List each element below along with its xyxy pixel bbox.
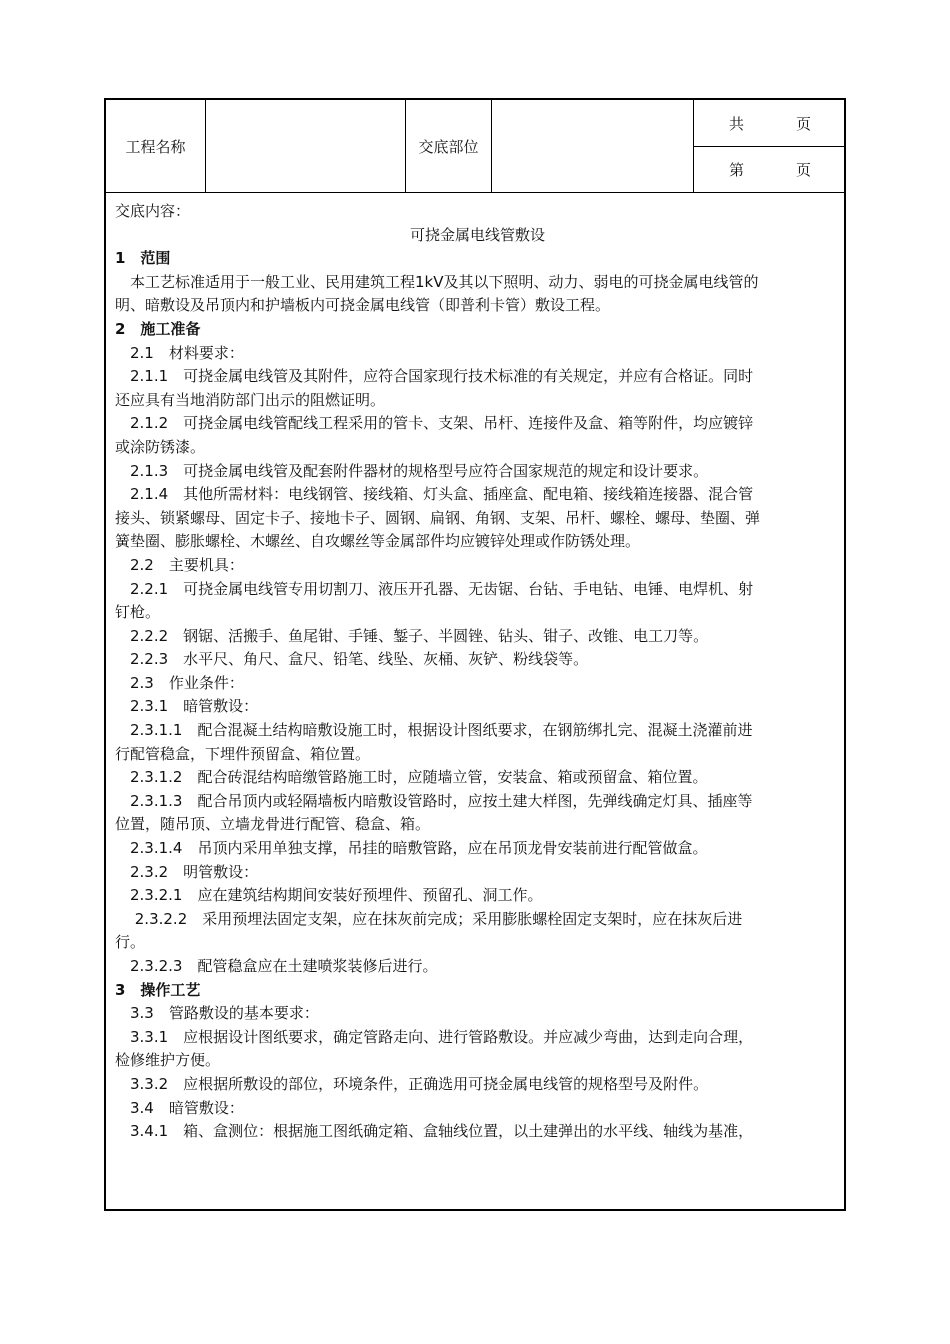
content-line: 2.3.1.2 配合砖混结构暗缴管路施工时，应随墙立管，安装盒、箱或预留盒、箱位置。	[115, 768, 708, 787]
section-heading: 2 施工准备	[115, 319, 201, 338]
content-line: 还应具有当地消防部门出示的阻燃证明。	[115, 390, 386, 409]
content-intro: 交底内容：	[115, 202, 191, 220]
content-line: 3.3 管路敷设的基本要求：	[115, 1004, 319, 1023]
content-line: 2.1.2 可挠金属电线管配线工程采用的管卡、支架、吊杆、连接件及盒、箱等附件，均应镀锌	[115, 414, 754, 433]
content-line: 2.1.1 可挠金属电线管及其附件，应符合国家现行技术标准的有关规定，并应有合格证。同时	[115, 367, 754, 386]
document-title: 可挠金属电线管敷设	[409, 225, 545, 244]
project-name-value	[206, 100, 406, 192]
content-line: 3.4 暗管敷设：	[115, 1098, 244, 1117]
content-line: 2.3 作业条件：	[115, 673, 244, 692]
content-line: 钉枪。	[115, 603, 161, 622]
content-line: 2.3.1.4 吊顶内采用单独支撑，吊挂的暗敷管路，应在吊顶龙骨安装前进行配管做盒。	[115, 839, 708, 858]
content-line: 2.2.2 钢锯、活搬手、鱼尾钳、手锤、錾子、半圆锉、钻头、钳子、改锥、电工刀等。	[115, 626, 709, 645]
section-heading: 3 操作工艺	[115, 980, 201, 999]
disclosure-sheet	[104, 98, 846, 1211]
content-line: 2.3.1.1 配合混凝土结构暗敷设施工时，根据设计图纸要求，在钢筋绑扎完、混凝土浇灌前进	[115, 721, 753, 740]
content-line: 2.3.2 明管敷设：	[115, 862, 259, 881]
content-line: 3.3.2 应根据所敷设的部位，环境条件，正确选用可挠金属电线管的规格型号及附件。	[115, 1074, 709, 1093]
page-number-suffix: 页	[796, 160, 812, 179]
content-line: 2.1.4 其他所需材料：电线钢管、接线箱、灯头盒、插座盒、配电箱、接线箱连接器、混合管	[115, 485, 754, 504]
content-body	[115, 200, 840, 1144]
content-line: 2.3.1 暗管敷设：	[115, 697, 259, 716]
content-line: 行。	[115, 933, 146, 952]
content-line: 接头、锁紧螺母、固定卡子、接地卡子、圆钢、扁钢、角钢、支架、吊杆、螺栓、螺母、垫圈、弹	[115, 508, 761, 527]
content-line: 2.3.2.3 配管稳盒应在土建喷浆装修后进行。	[115, 957, 438, 975]
content-lines	[115, 247, 840, 1144]
total-pages-prefix: 共	[729, 114, 745, 133]
content-line: 2.1.3 可挠金属电线管及配套附件器材的规格型号应符合国家规范的规定和设计要求。	[115, 461, 709, 480]
section-heading: 1 范围	[115, 249, 171, 268]
content-line: 2.2.1 可挠金属电线管专用切割刀、液压开孔器、无齿锯、台钻、手电钻、电锤、电焊机、射	[115, 579, 754, 598]
content-line: 3.3.1 应根据设计图纸要求，确定管路走向、进行管路敷设。并应减少弯曲，达到走向合理，	[115, 1027, 754, 1046]
content-line: 行配管稳盒，下埋件预留盒、箱位置。	[115, 744, 371, 763]
content-line: 本工艺标准适用于一般工业、民用建筑工程1kV及其以下照明、动力、弱电的可挠金属电线管的	[115, 272, 759, 291]
content-line: 2.3.1.3 配合吊顶内或轻隔墙板内暗敷设管路时，应按土建大样图，先弹线确定灯具、插座等	[115, 791, 753, 810]
content-line: 明、暗敷设及吊顶内和护墙板内可挠金属电线管（即普利卡管）敷设工程。	[115, 296, 611, 315]
content-line: 位置，随吊顶、立墙龙骨进行配管、稳盒、箱。	[115, 815, 431, 834]
content-line: 簧垫圈、膨胀螺栓、木螺丝、自攻螺丝等金属部件均应镀锌处理或作防锈处理。	[115, 532, 641, 551]
content-line: 2.3.2.2 采用预埋法固定支架，应在抹灰前完成；采用膨胀螺栓固定支架时，应在抹灰后进	[115, 909, 743, 928]
total-pages	[694, 100, 844, 147]
page-number	[694, 146, 844, 192]
disclosure-part-value	[492, 100, 694, 192]
content-line: 2.1 材料要求：	[115, 343, 244, 362]
content-line: 2.2 主要机具：	[115, 555, 244, 574]
disclosure-part-label: 交底部位	[406, 100, 492, 192]
content-line: 检修维护方便。	[115, 1051, 221, 1070]
content-line: 3.4.1 箱、盒测位：根据施工图纸确定箱、盒轴线位置，以土建弹出的水平线、轴线为基准，	[115, 1122, 754, 1141]
project-name-label: 工程名称	[106, 100, 206, 192]
total-pages-suffix: 页	[796, 114, 812, 133]
content-line: 或涂防锈漆。	[115, 437, 206, 456]
page-number-prefix: 第	[729, 160, 745, 179]
content-line: 2.2.3 水平尺、角尺、盒尺、铅笔、线坠、灰桶、灰铲、粉线袋等。	[115, 650, 589, 669]
content-line: 2.3.2.1 应在建筑结构期间安装好预埋件、预留孔、洞工作。	[115, 886, 543, 905]
header-table	[106, 100, 844, 193]
